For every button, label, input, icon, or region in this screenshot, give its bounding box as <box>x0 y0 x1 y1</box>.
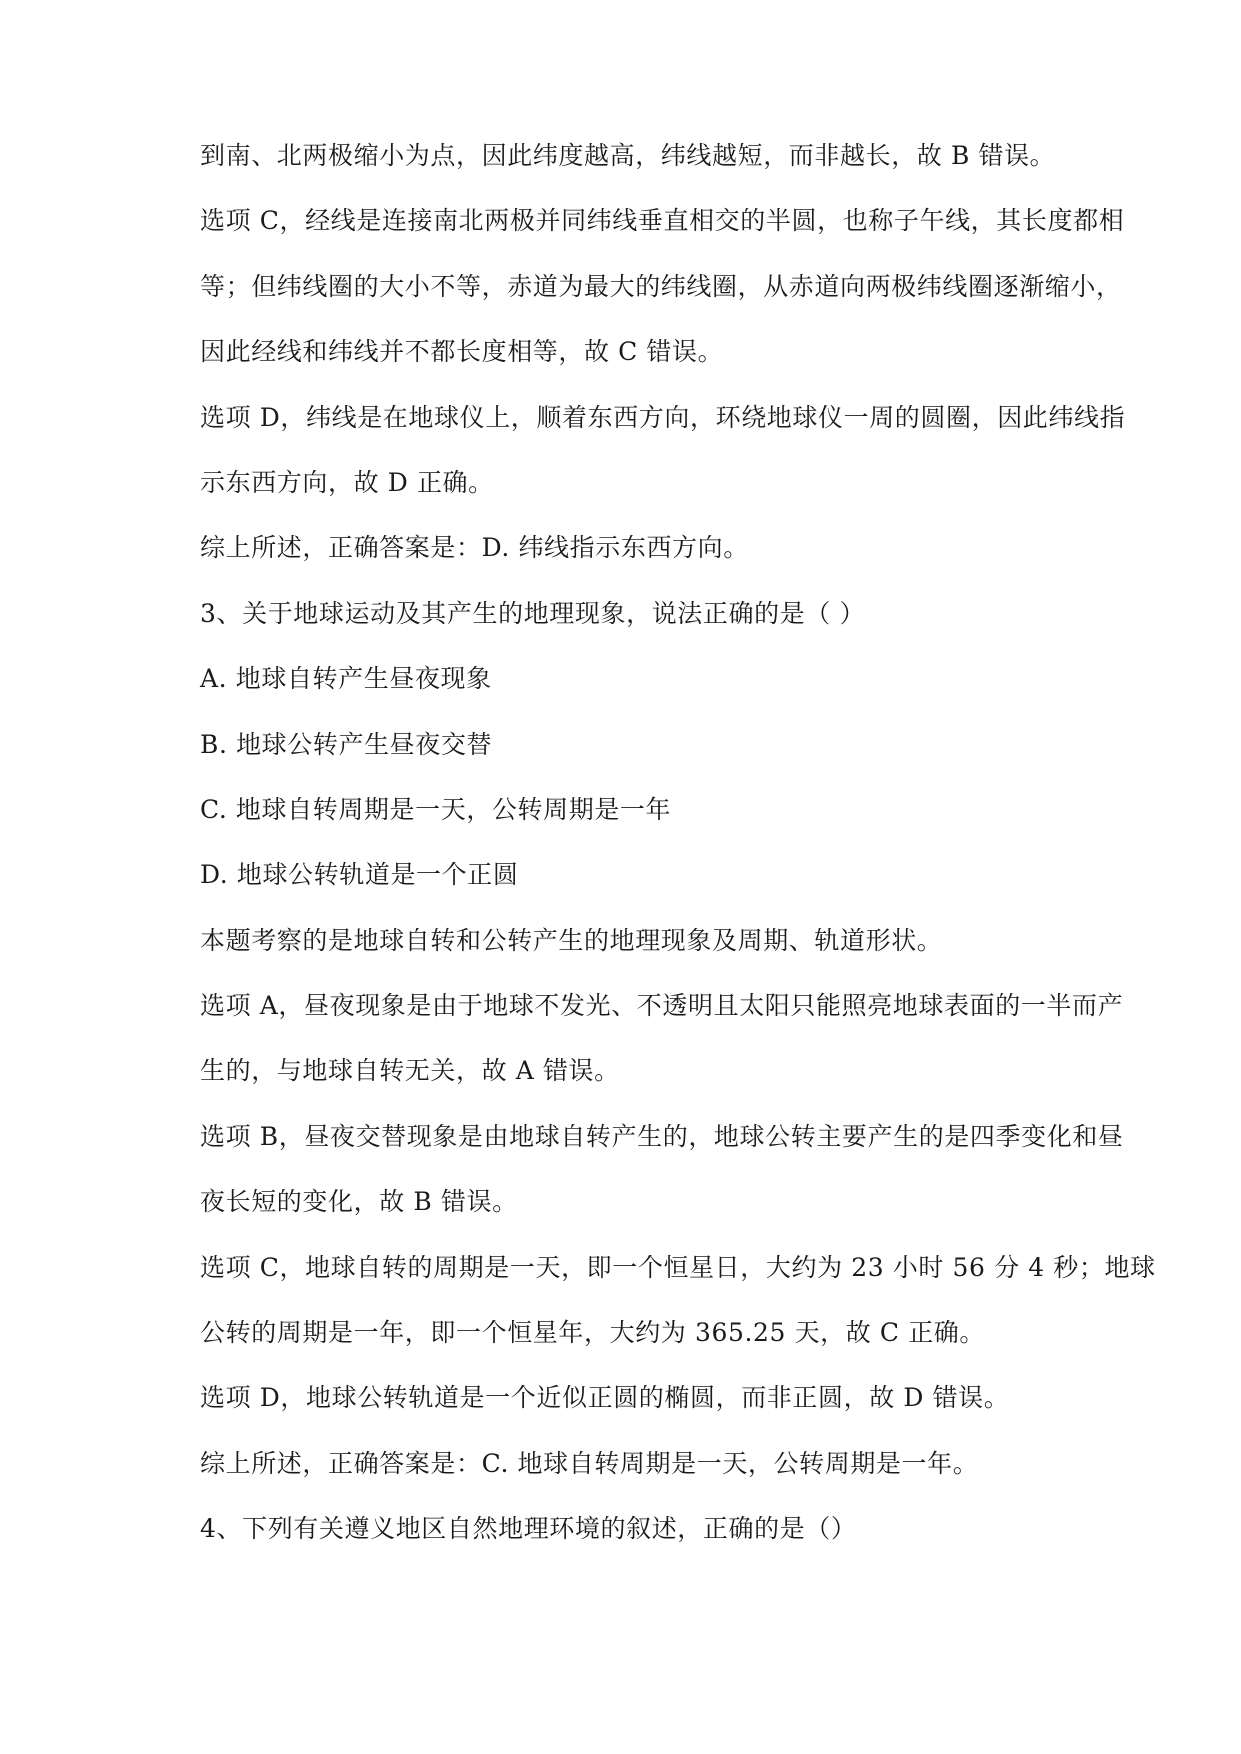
text-line: 夜长短的变化，故 B 错误。 <box>200 1187 518 1217</box>
text-line: 选项 D，纬线是在地球仪上，顺着东西方向，环绕地球仪一周的圆圈，因此纬线指 <box>200 402 1126 432</box>
question-4-stem: 4、下列有关遵义地区自然地理环境的叙述，正确的是（） <box>200 1514 857 1544</box>
text-line: 等；但纬线圈的大小不等，赤道为最大的纬线圈，从赤道向两极纬线圈逐渐缩小， <box>200 271 1122 301</box>
text-line: 选项 C，地球自转的周期是一天，即一个恒星日，大约为 23 小时 56 分 4 秒；地球 <box>200 1252 1156 1282</box>
text-line: 选项 A，昼夜现象是由于地球不发光、不透明且太阳只能照亮地球表面的一半而产 <box>200 991 1124 1021</box>
text-line: 因此经线和纬线并不都长度相等，故 C 错误。 <box>200 337 724 367</box>
text-line: 公转的周期是一年，即一个恒星年，大约为 365.25 天，故 C 正确。 <box>200 1318 985 1348</box>
text-line: 综上所述，正确答案是：D. 纬线指示东西方向。 <box>200 533 749 563</box>
text-line: 选项 C，经线是连接南北两极并同纬线垂直相交的半圆，也称子午线，其长度都相 <box>200 206 1125 236</box>
text-line: 综上所述，正确答案是：C. 地球自转周期是一天，公转周期是一年。 <box>200 1448 979 1478</box>
text-line: 生的，与地球自转无关，故 A 错误。 <box>200 1056 620 1086</box>
text-line: 本题考察的是地球自转和公转产生的地理现象及周期、轨道形状。 <box>200 925 943 955</box>
text-line: 到南、北两极缩小为点，因此纬度越高，纬线越短，而非越长，故 B 错误。 <box>200 141 1056 170</box>
question-3-option-a: A. 地球自转产生昼夜现象 <box>200 664 492 694</box>
question-3-stem: 3、关于地球运动及其产生的地理现象，说法正确的是（ ） <box>200 598 866 628</box>
question-3-option-d: D. 地球公转轨道是一个正圆 <box>200 860 519 890</box>
text-line: 选项 B，昼夜交替现象是由地球自转产生的，地球公转主要产生的是四季变化和昼 <box>200 1121 1124 1151</box>
question-3-option-b: B. 地球公转产生昼夜交替 <box>200 729 493 759</box>
question-3-option-c: C. 地球自转周期是一天，公转周期是一年 <box>200 794 672 824</box>
text-line: 选项 D，地球公转轨道是一个近似正圆的椭圆，而非正圆，故 D 错误。 <box>200 1383 1010 1413</box>
document-body <box>200 140 1156 1579</box>
text-line: 示东西方向，故 D 正确。 <box>200 467 494 497</box>
